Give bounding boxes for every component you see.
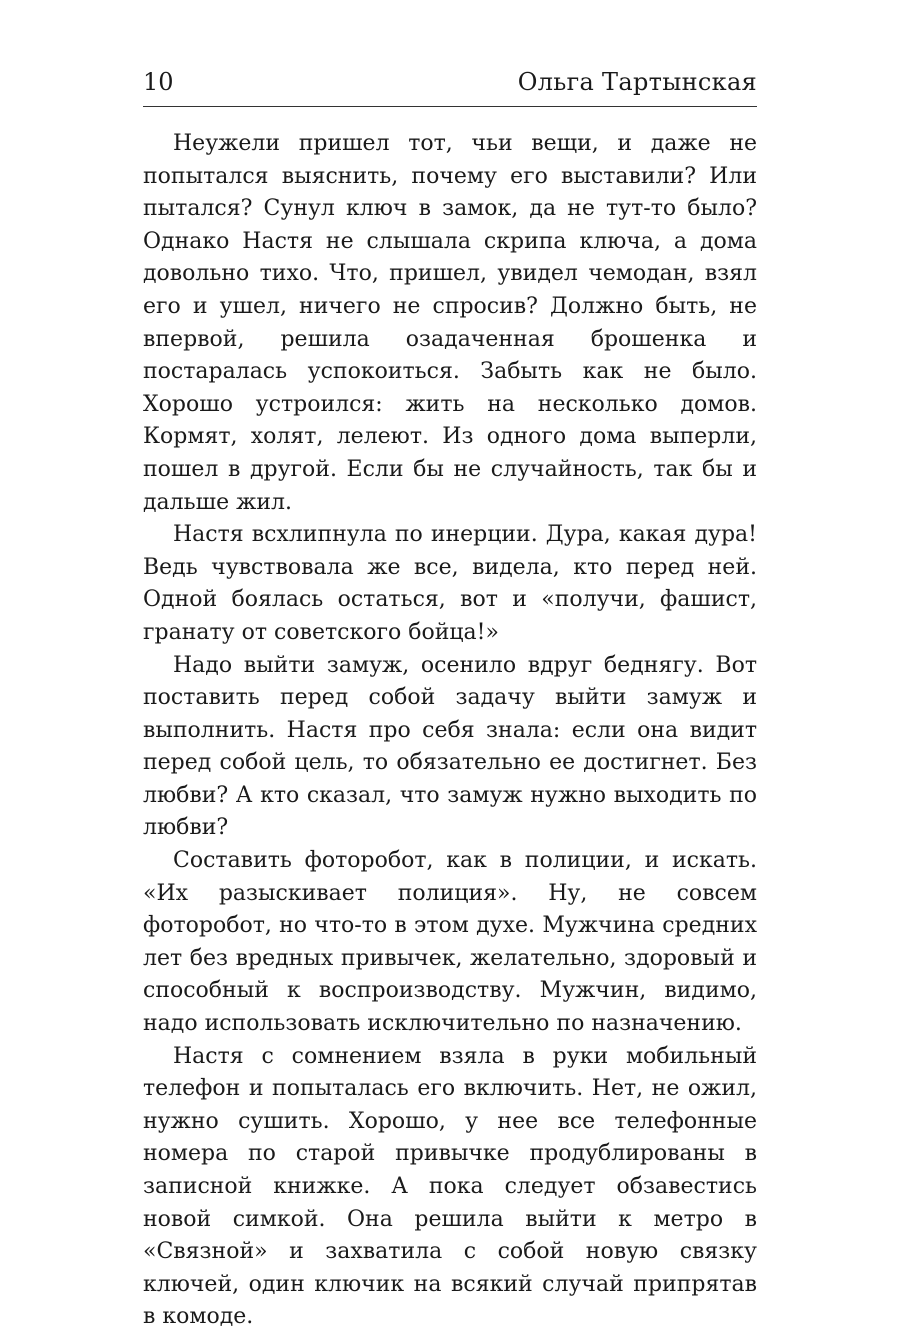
running-head-author: Ольга Тартынская bbox=[517, 68, 757, 96]
page-header bbox=[143, 66, 757, 104]
paragraph: Неужели пришел тот, чьи вещи, и даже не попытался выяснить, почему его выставили? Или пытался? Сунул ключ в замок, да не тут-то было? Однако Настя не слышала скрипа ключа, а дома довольно тихо. Что, пришел, увидел чемодан, взял его и ушел, ничего не спросив? Должно быть, не впервой, решила озадаченная брошенка и постаралась успокоиться. Забыть как не было. Хорошо устроился: жить на несколько домов. Кормят, холят, лелеют. Из одного дома выперли, пошел в другой. Если бы не случайность, так бы и дальше жил. bbox=[143, 131, 757, 515]
page-number: 10 bbox=[143, 68, 174, 96]
paragraph: Настя с сомнением взяла в руки мобильный телефон и попыталась его включить. Нет, не ожил, нужно сушить. Хорошо, у нее все телефонные номера по старой привычке продублированы в записной книжке. А пока следует обзавестись новой симкой. Она решила выйти к метро в «Связной» и захватила с собой новую связку ключей, один ключик на всякий случай припрятав в комоде. bbox=[143, 1043, 757, 1330]
header-divider bbox=[143, 106, 757, 107]
paragraph: Надо выйти замуж, осенило вдруг беднягу. Вот поставить перед собой задачу выйти замуж и выполнить. Настя про себя знала: если она видит перед собой цель, то обязательно ее достигнет. Без любви? А кто сказал, что замуж нужно выходить по любви? bbox=[143, 652, 757, 841]
paragraph: Составить фоторобот, как в полиции, и искать. «Их разыскивает полиция». Ну, не совсем фоторобот, но что-то в этом духе. Мужчина средних лет без вредных привычек, желательно, здоровый и способный к воспроизводству. Мужчин, видимо, надо использовать исключительно по назначению. bbox=[143, 848, 757, 1037]
text-body bbox=[143, 128, 757, 1334]
paragraph: Настя всхлипнула по инерции. Дура, какая дура! Ведь чувствовала же все, видела, кто перед ней. Одной боялась остаться, вот и «получи, фашист, гранату от советского бойца!» bbox=[143, 522, 757, 645]
